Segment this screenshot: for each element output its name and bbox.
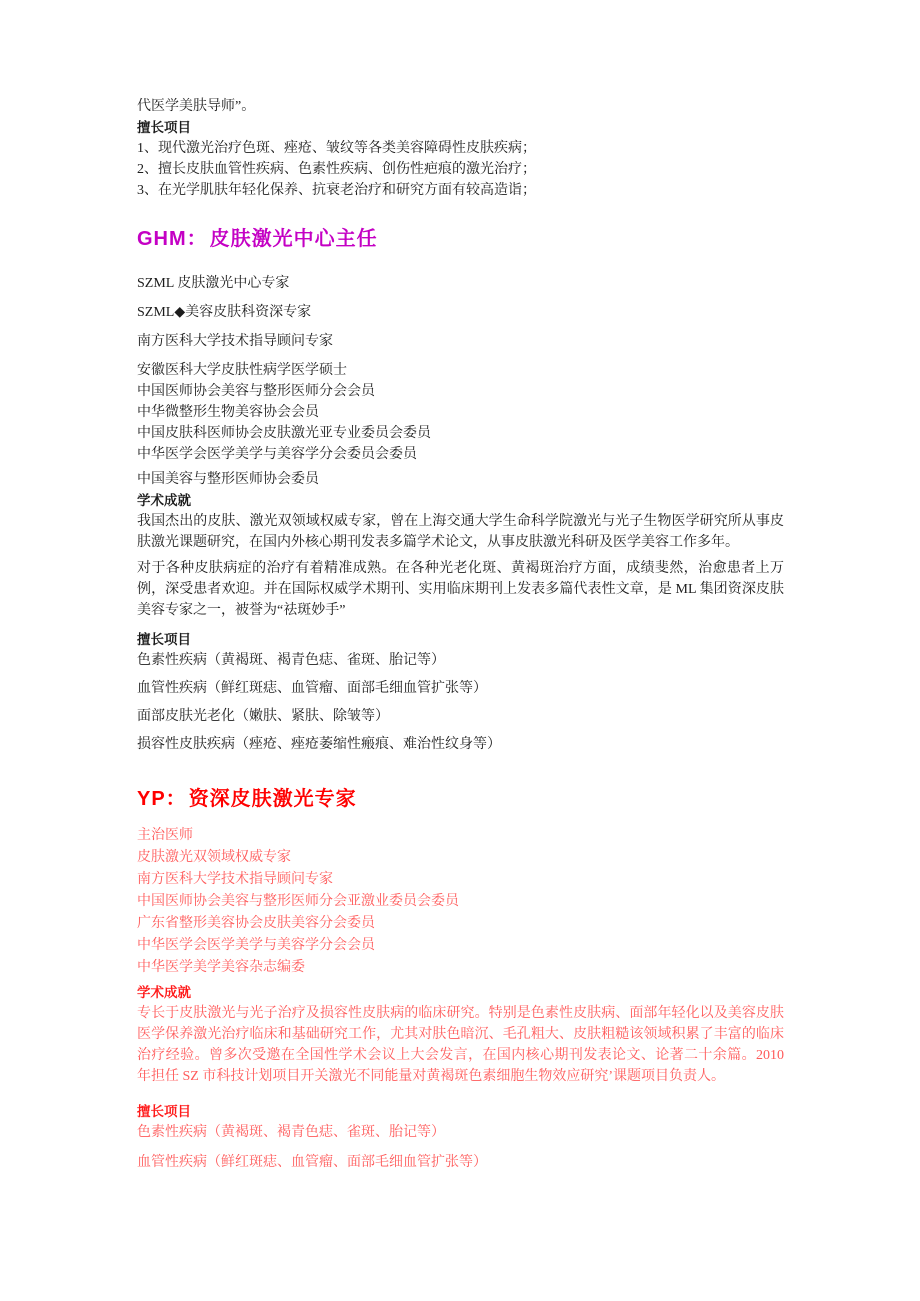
top-list-item: 2、擅长皮肤血管性疾病、色素性疾病、创伤性疤痕的激光治疗； (137, 162, 536, 177)
ghm-credential: 中国医师协会美容与整形医师分会会员 (137, 384, 375, 399)
yp-heading-title: 资深皮肤激光专家 (188, 788, 357, 810)
yp-heading-prefix: YP： (137, 788, 187, 810)
yp-specialties-heading: 擅长项目 (137, 1104, 191, 1119)
ghm-credential: 中国美容与整形医师协会委员 (137, 472, 319, 487)
ghm-section-heading (137, 225, 784, 253)
yp-credential: 广东省整形美容协会皮肤美容分会委员 (137, 916, 375, 931)
ghm-achievements-paragraph: 我国杰出的皮肤、激光双领域权威专家，曾在上海交通大学生命科学院激光与光子生物医学研究所从事皮肤激光课题研究，在国内外核心期刊发表多篇学术论文，从事皮肤激光科研及医学美容工作多年。 (137, 514, 784, 550)
ghm-heading-prefix: GHM： (137, 228, 208, 250)
yp-achievements-paragraph: 专长于皮肤激光与光子治疗及损容性皮肤病的临床研究。特别是色素性皮肤病、面部年轻化以及美容皮肤医学保养激光治疗临床和基础研究工作，尤其对肤色暗沉、毛孔粗大、皮肤粗糙该领域积累了丰富的临床治疗经验。曾多次受邀在全国性学术会议上大会发言，在国内核心期刊发表论文、论著二十余篇。2010 年担任 SZ 市科技计划项目开关激光不同能量对黄褐斑色素细胞生物效应研究’课题项目负责人。 (137, 1006, 784, 1084)
ghm-specialty-item: 面部皮肤光老化（嫩肤、紧肤、除皱等） (137, 709, 389, 724)
yp-specialty-item: 色素性疾病（黄褐斑、褐青色痣、雀斑、胎记等） (137, 1125, 445, 1140)
top-list-item: 1、现代激光治疗色斑、痤疮、皱纹等各类美容障碍性皮肤疾病； (137, 141, 536, 156)
ghm-credential: 中华医学会医学美学与美容学分会委员会委员 (137, 447, 417, 462)
ghm-credential: 南方医科大学技术指导顾问专家 (137, 334, 333, 349)
ghm-credential: SZML◆美容皮肤科资深专家 (137, 305, 312, 320)
ghm-heading-title: 皮肤激光中心主任 (209, 228, 378, 250)
ghm-specialty-item: 损容性皮肤疾病（痤疮、痤疮萎缩性瘢痕、难治性纹身等） (137, 737, 501, 752)
yp-section-heading (137, 785, 784, 813)
yp-credential: 南方医科大学技术指导顾问专家 (137, 872, 333, 887)
yp-credential: 中华医学美学美容杂志编委 (137, 960, 305, 975)
ghm-credential: SZML 皮肤激光中心专家 (137, 276, 290, 291)
yp-credential: 中华医学会医学美学与美容学分会会员 (137, 938, 375, 953)
top-specialties-heading: 擅长项目 (137, 120, 191, 135)
ghm-credential: 中华微整形生物美容协会会员 (137, 405, 319, 420)
top-list-item: 3、在光学肌肤年轻化保养、抗衰老治疗和研究方面有较高造诣； (137, 183, 536, 198)
ghm-specialty-item: 色素性疾病（黄褐斑、褐青色痣、雀斑、胎记等） (137, 653, 445, 668)
yp-credential: 皮肤激光双领域权威专家 (137, 850, 291, 865)
intro-tail-text: 代医学美肤导师”。 (137, 99, 256, 114)
ghm-achievements-heading: 学术成就 (137, 493, 191, 508)
ghm-achievements-paragraph: 对于各种皮肤病症的治疗有着精准成熟。在各种光老化斑、黄褐斑治疗方面，成绩斐然，治愈患者上万例，深受患者欢迎。并在国际权威学术期刊、实用临床期刊上发表多篇代表性文章，是 ML 集团资深皮肤美容专家之一，被誉为“祛斑妙手” (137, 561, 784, 618)
ghm-credential: 中国皮肤科医师协会皮肤激光亚专业委员会委员 (137, 426, 431, 441)
yp-specialty-item: 血管性疾病（鲜红斑痣、血管瘤、面部毛细血管扩张等） (137, 1155, 487, 1170)
yp-credential: 中国医师协会美容与整形医师分会亚激业委员会委员 (137, 894, 459, 909)
ghm-credential: 安徽医科大学皮肤性病学医学硕士 (137, 363, 347, 378)
yp-achievements-heading: 学术成就 (137, 985, 191, 1000)
ghm-specialty-item: 血管性疾病（鲜红斑痣、血管瘤、面部毛细血管扩张等） (137, 681, 487, 696)
yp-credential: 主治医师 (137, 828, 193, 843)
ghm-specialties-heading: 擅长项目 (137, 632, 191, 647)
